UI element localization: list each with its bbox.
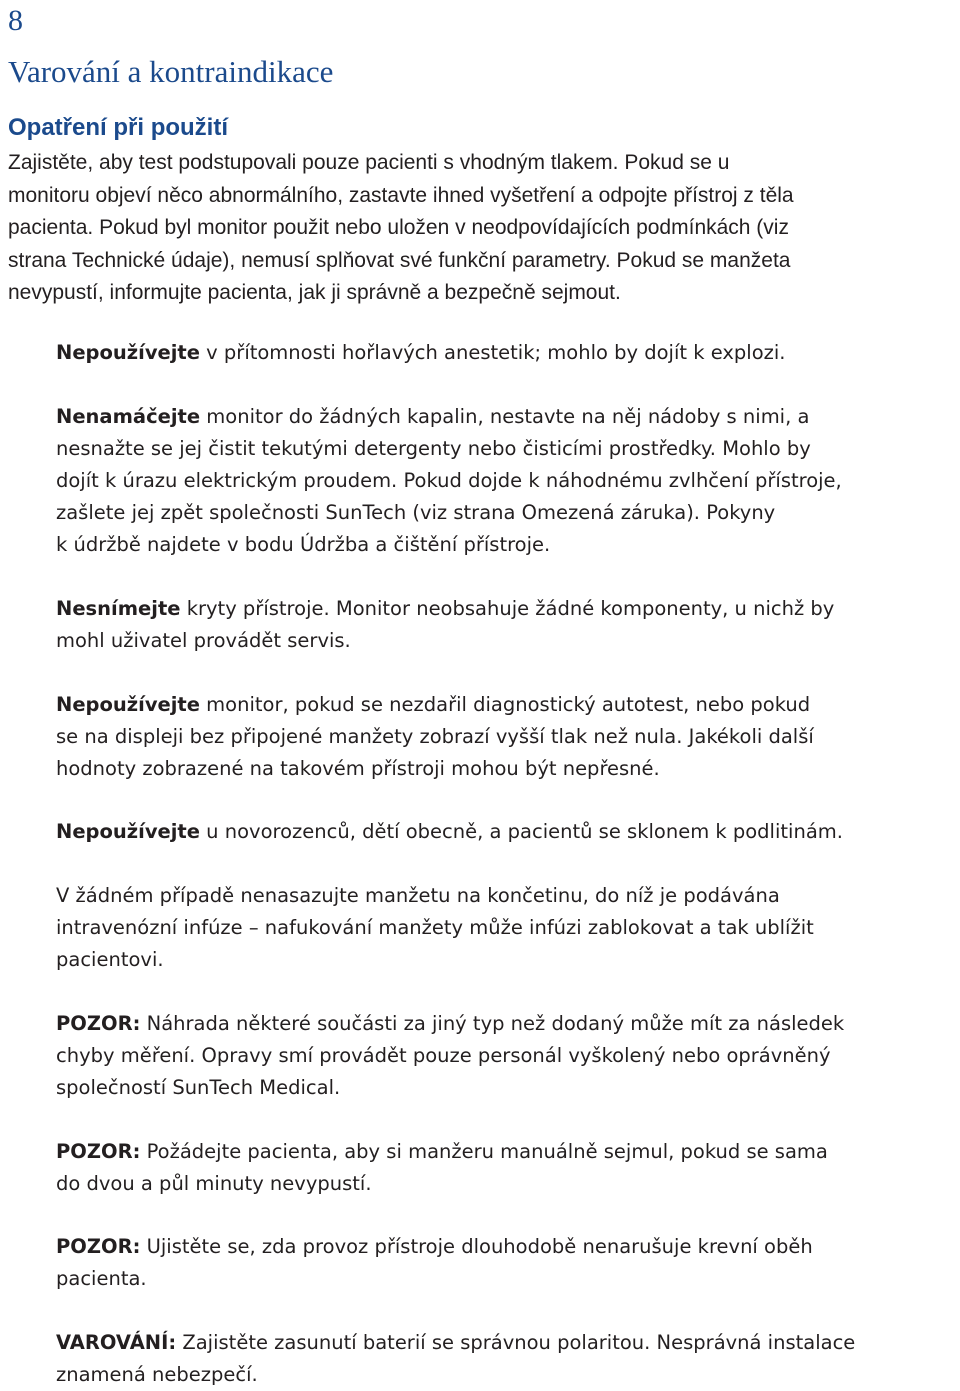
- paragraph-lead: Nesnímejte: [56, 597, 181, 620]
- section-heading: Opatření při použití: [8, 114, 228, 141]
- paragraph-lead: VAROVÁNÍ:: [56, 1331, 177, 1354]
- paragraph-line: [56, 1136, 956, 1168]
- intro-line: pacienta. Pokud byl monitor použit nebo uložen v neodpovídajících podmínkách (viz: [8, 216, 789, 239]
- warning-paragraph: [56, 1327, 956, 1391]
- paragraph-line: pacientovi.: [56, 948, 164, 971]
- intro-line: Zajistěte, aby test podstupovali pouze pacienti s vhodným tlakem. Pokud se u: [8, 151, 730, 174]
- paragraph-line: k údržbě najdete v bodu Údržba a čištění přístroje.: [56, 533, 551, 556]
- paragraph-line: [56, 1231, 956, 1263]
- paragraph-line: V žádném případě nenasazujte manžetu na končetinu, do níž je podávána: [56, 884, 780, 907]
- paragraph-text: monitor, pokud se nezdařil diagnostický autotest, nebo pokud: [199, 693, 811, 716]
- paragraph-line: [56, 1327, 956, 1359]
- intro-paragraph: [8, 147, 958, 310]
- paragraph-line: [56, 593, 956, 625]
- caution-paragraph: [56, 1008, 956, 1104]
- paragraph-text: Zajistěte zasunutí baterií se správnou polaritou. Nesprávná instalace: [176, 1331, 856, 1354]
- intro-line: strana Technické údaje), nemusí splňovat své funkční parametry. Pokud se manžeta: [8, 248, 791, 272]
- paragraph-lead: Nepoužívejte: [56, 693, 200, 716]
- paragraph-text: v přítomnosti hořlavých anestetik; mohlo by dojít k explozi.: [199, 341, 786, 364]
- caution-paragraph: [56, 1231, 956, 1295]
- paragraph-line: znamená nebezpečí.: [56, 1363, 258, 1386]
- paragraph-line: [56, 816, 956, 848]
- paragraph-line: nesnažte se jej čistit tekutými detergenty nebo čisticími prostředky. Mohlo by: [56, 437, 811, 460]
- paragraph-line: do dvou a půl minuty nevypustí.: [56, 1172, 372, 1195]
- paragraph-line: dojít k úrazu elektrickým proudem. Pokud dojde k náhodnému zvlhčení přístroje,: [56, 469, 842, 492]
- paragraph-line: se na displeji bez připojené manžety zobrazí vyšší tlak než nula. Jakékoli další: [56, 725, 814, 748]
- paragraph-text: Náhrada některé součásti za jiný typ než dodaný může mít za následek: [140, 1012, 845, 1035]
- warning-paragraph: [56, 880, 956, 976]
- paragraph-line: pacienta.: [56, 1267, 147, 1290]
- warning-paragraph: [56, 401, 956, 561]
- paragraph-line: [56, 401, 956, 433]
- chapter-title: Varování a kontraindikace: [8, 54, 334, 89]
- paragraph-lead: Nepoužívejte: [56, 341, 200, 364]
- paragraph-line: mohl uživatel provádět servis.: [56, 629, 351, 652]
- intro-line: monitoru objeví něco abnormálního, zastavte ihned vyšetření a odpojte přístroj z těla: [8, 183, 794, 207]
- warning-paragraph: [56, 689, 956, 785]
- paragraph-line: hodnoty zobrazené na takovém přístroji mohou být nepřesné.: [56, 757, 660, 780]
- paragraph-lead: Nenamáčejte: [56, 405, 201, 428]
- paragraph-line: [56, 337, 956, 369]
- warning-paragraph: [56, 816, 956, 848]
- paragraph-text: u novorozenců, dětí obecně, a pacientů se sklonem k podlitinám.: [199, 820, 843, 843]
- paragraph-line: intravenózní infúze – nafukování manžety může infúzi zablokovat a tak ublížit: [56, 916, 814, 939]
- paragraph-line: [56, 689, 956, 721]
- paragraph-line: [56, 1008, 956, 1040]
- paragraph-text: Ujistěte se, zda provoz přístroje dlouhodobě nenarušuje krevní oběh: [140, 1235, 813, 1258]
- paragraph-line: zašlete jej zpět společnosti SunTech (viz strana Omezená záruka). Pokyny: [56, 501, 776, 524]
- paragraph-text: monitor do žádných kapalin, nestavte na něj nádoby s nimi, a: [200, 405, 810, 428]
- paragraph-lead: POZOR:: [56, 1235, 141, 1258]
- paragraph-text: Požádejte pacienta, aby si manžeru manuálně sejmul, pokud se sama: [140, 1140, 828, 1163]
- paragraph-line: společností SunTech Medical.: [56, 1076, 341, 1099]
- warning-paragraph: [56, 593, 956, 657]
- paragraph-lead: POZOR:: [56, 1140, 141, 1163]
- paragraph-lead: Nepoužívejte: [56, 820, 200, 843]
- caution-paragraph: [56, 1136, 956, 1200]
- paragraph-lead: POZOR:: [56, 1012, 141, 1035]
- paragraph-line: chyby měření. Opravy smí provádět pouze personál vyškolený nebo oprávněný: [56, 1044, 831, 1067]
- warning-paragraph: [56, 337, 956, 369]
- paragraph-text: kryty přístroje. Monitor neobsahuje žádné komponenty, u nichž by: [180, 597, 835, 620]
- intro-line: nevypustí, informujte pacienta, jak ji správně a bezpečně sejmout.: [8, 281, 621, 304]
- page-number: 8: [8, 4, 23, 37]
